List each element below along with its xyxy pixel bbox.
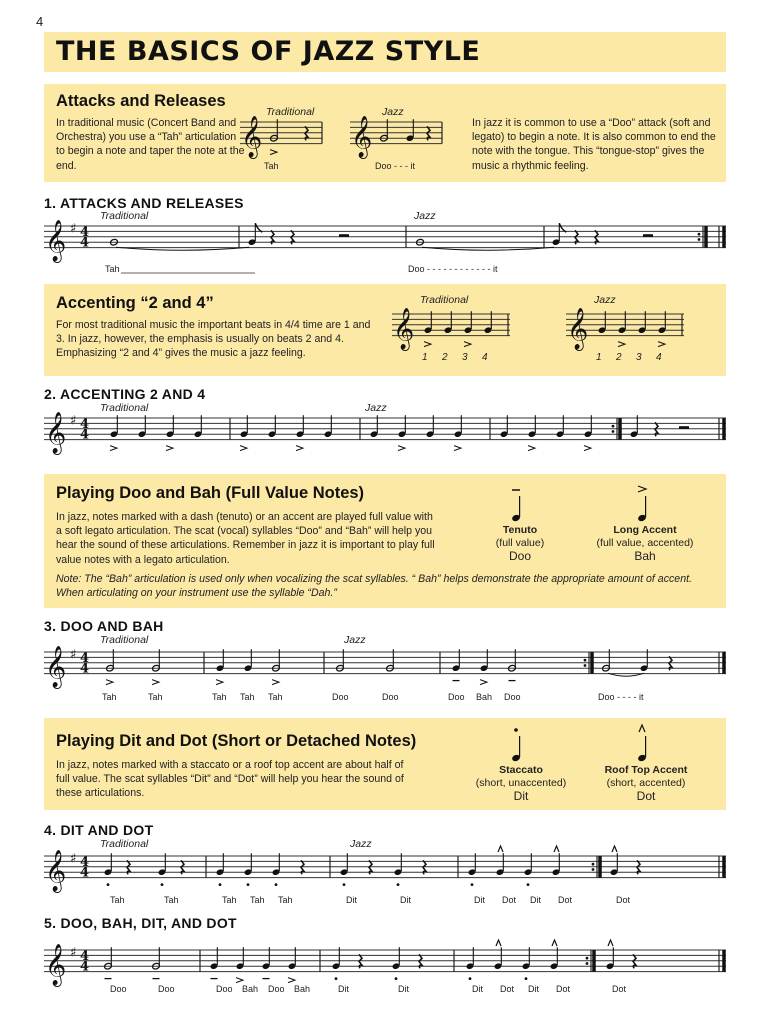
syllable: Doo [448, 692, 465, 702]
note [500, 415, 509, 438]
beat-number: 3 [636, 352, 642, 363]
articulation-desc: (short, unaccented) [475, 777, 567, 789]
roof-top-note-icon [634, 724, 658, 764]
note [216, 853, 225, 886]
syllable: Dot [502, 895, 517, 905]
time-signature: 4 [80, 959, 90, 975]
note [398, 415, 407, 450]
note [262, 947, 271, 978]
tenuto-note-icon [508, 484, 532, 526]
page-number: 4 [36, 14, 44, 29]
note [104, 947, 113, 978]
label-traditional: Traditional [100, 634, 149, 646]
syllable: Doo [216, 984, 233, 994]
box-text: For most traditional music the important beats in 4/4 time are 1 and 3. In jazz, however, the emphasis is usually on beats 2 and 4. Emphasizing “2 and 4” gives the music a jazz feeling. [56, 319, 371, 360]
exercise-4-title: 4. DIT AND DOT [44, 822, 154, 838]
note [452, 649, 461, 680]
note [288, 947, 297, 982]
exercise-5-title: 5. DOO, BAH, DIT, AND DOT [44, 915, 237, 931]
note [484, 311, 493, 334]
note [158, 853, 167, 886]
syllable: Tah [164, 895, 179, 905]
note [106, 649, 115, 684]
articulation-syllable: Dot [636, 789, 656, 803]
note [236, 947, 245, 982]
tie-line [121, 272, 255, 274]
articulation-syllable: Bah [634, 549, 656, 563]
staccato-mark-icon [107, 883, 110, 886]
accent-mark-icon [658, 342, 665, 347]
note [194, 415, 203, 438]
beat-number: 2 [616, 352, 622, 363]
beat-number: 4 [656, 352, 662, 363]
syllable: Dit [530, 895, 541, 905]
note [630, 415, 639, 438]
roof-accent-mark-icon [608, 940, 613, 946]
syllable: Tah [250, 895, 265, 905]
box-heading: Accenting “2 and 4” [56, 294, 214, 312]
syllable: Doo - - - - it [598, 692, 644, 702]
beat-number: 2 [442, 352, 448, 363]
syllable: Bah [294, 984, 311, 994]
treble-clef-icon: 𝄞 [45, 412, 67, 454]
accent-mark-icon [464, 342, 471, 347]
note [444, 311, 453, 334]
accent-mark-icon [480, 680, 487, 685]
accent-mark-icon [638, 486, 646, 492]
note [524, 853, 533, 886]
beat-number: 4 [482, 352, 488, 363]
music-staff [230, 102, 332, 162]
syllable: Tah [102, 692, 117, 702]
treble-clef-icon: 𝄞 [351, 116, 373, 158]
box-heading: Attacks and Releases [56, 92, 226, 110]
long-accent-legend [584, 524, 706, 564]
label-traditional: Traditional [100, 402, 149, 414]
note [244, 649, 253, 672]
box-text: In jazz, notes marked with a dash (tenuto) or an accent are played full value with a soft legato articulation. The scat (vocal) syllables “Doo” and “Bah” will help you hear the sound of these articulations. Remember in jazz it is important to play full value notes with a legato articulation. [56, 511, 435, 566]
tenuto-legend [474, 524, 566, 564]
note [394, 853, 403, 886]
note [598, 311, 607, 334]
note [522, 947, 531, 980]
roof-accent-mark-icon [496, 940, 501, 946]
exercise-1-title: 1. ATTACKS AND RELEASES [44, 195, 244, 211]
music-staff [34, 836, 736, 896]
syllable-tah: Tah [105, 264, 120, 274]
sharp-icon: ♯ [70, 945, 77, 961]
sharp-icon: ♯ [70, 221, 77, 237]
articulation-syllable: Dit [513, 789, 529, 803]
note [110, 415, 119, 450]
note [640, 649, 649, 672]
syllable: Tah [110, 895, 125, 905]
accent-mark-icon [110, 446, 117, 451]
label-jazz: Jazz [414, 210, 436, 222]
exercise-2-title: 2. ACCENTING 2 AND 4 [44, 386, 206, 402]
doo-bah-box [44, 474, 726, 608]
note [638, 311, 647, 334]
staccato-mark-icon [397, 883, 400, 886]
syllable: Bah [476, 692, 493, 702]
time-signature: 4 [80, 854, 90, 870]
syllable: Dot [558, 895, 573, 905]
note [426, 415, 435, 438]
accent-mark-icon [106, 680, 113, 685]
note [618, 311, 627, 346]
staccato-mark-icon [527, 883, 530, 886]
exercise-3-title: 3. DOO AND BAH [44, 618, 164, 634]
syllable: Doo [110, 984, 127, 994]
accent-mark-icon [272, 680, 279, 685]
note [584, 415, 593, 450]
note [244, 853, 253, 886]
syllable: Dit [398, 984, 409, 994]
music-staff [340, 102, 452, 162]
note [466, 947, 475, 980]
staccato-legend [466, 764, 576, 804]
note [480, 649, 489, 684]
half-rest-icon [679, 426, 689, 429]
syllable: Doo [504, 692, 521, 702]
half-rest-icon [339, 234, 349, 237]
articulation-desc: (full value, accented) [596, 537, 694, 549]
note [270, 119, 279, 154]
music-staff [34, 398, 736, 458]
accent-mark-icon [296, 446, 303, 451]
articulation-desc: (full value) [495, 537, 545, 549]
note [324, 415, 333, 438]
syllable: Dot [556, 984, 571, 994]
staccato-mark-icon [525, 977, 528, 980]
sharp-icon: ♯ [70, 851, 77, 867]
syllable: Tah [148, 692, 163, 702]
articulation-desc: (short, accented) [606, 777, 686, 789]
treble-clef-icon: 𝄞 [45, 220, 67, 262]
syllable: Doo [382, 692, 399, 702]
note [406, 119, 415, 142]
label-jazz: Jazz [344, 634, 366, 646]
staccato-mark-icon [343, 883, 346, 886]
syllable: Dot [612, 984, 627, 994]
accent-mark-icon [270, 150, 277, 155]
box-text-left: In traditional music (Concert Band and Orchestra) you use a “Tah” articulation to begin a note and taper the note at the end. [56, 117, 245, 172]
staccato-mark-icon [335, 977, 338, 980]
roof-accent-mark-icon [554, 846, 559, 852]
note [424, 311, 433, 346]
syllable: Dit [346, 895, 357, 905]
treble-clef-icon: 𝄞 [45, 944, 67, 986]
dit-dot-box [44, 718, 726, 810]
syllable-tah: Tah [264, 161, 279, 171]
time-signature: 4 [80, 416, 90, 432]
treble-clef-icon: 𝄞 [393, 308, 415, 350]
label-traditional: Traditional [100, 210, 149, 222]
syllable: Dot [500, 984, 515, 994]
box-heading: Playing Dit and Dot (Short or Detached Notes) [56, 732, 417, 750]
label-traditional: Traditional [420, 294, 469, 306]
staccato-mark-icon [275, 883, 278, 886]
syllable: Dot [616, 895, 631, 905]
note [268, 415, 277, 438]
note [216, 649, 225, 684]
beat-number: 1 [422, 352, 428, 363]
note [138, 415, 147, 438]
time-signature: 4 [80, 865, 90, 881]
accent-mark-icon [288, 978, 295, 983]
accent-mark-icon [584, 446, 591, 451]
syllable: Tah [240, 692, 255, 702]
treble-clef-icon: 𝄞 [45, 646, 67, 688]
syllable: Bah [242, 984, 259, 994]
beat-number: 1 [596, 352, 602, 363]
note [240, 415, 249, 450]
accent-mark-icon [424, 342, 431, 347]
accent-mark-icon [166, 446, 173, 451]
staccato-note-icon [508, 724, 532, 764]
time-signature: 4 [80, 948, 90, 964]
staccato-mark-icon [514, 728, 518, 732]
box-note: Note: The “Bah” articulation is used only when vocalizing the scat syllables. “ Bah” helps demonstrate the appropriate amount of accent. When articulating on your instrument use the syllable “Dah.” [56, 573, 692, 600]
note [454, 415, 463, 450]
page-title: THE BASICS OF JAZZ STYLE [56, 36, 481, 67]
label-jazz: Jazz [350, 838, 372, 850]
note [658, 311, 667, 346]
syllable: Dit [400, 895, 411, 905]
syllable: Doo [268, 984, 285, 994]
roof-accent-mark-icon [498, 846, 503, 852]
syllable-doo: Doo - - - - - - - - - - - - it [408, 264, 498, 274]
title-banner [44, 32, 726, 72]
note [508, 649, 517, 680]
sharp-icon: ♯ [70, 413, 77, 429]
box-heading: Playing Doo and Bah (Full Value Notes) [56, 484, 365, 502]
time-signature: 4 [80, 650, 90, 666]
articulation-name: Tenuto [502, 524, 538, 536]
accent-mark-icon [454, 446, 461, 451]
time-signature: 4 [80, 661, 90, 677]
note [152, 947, 161, 978]
roof-accent-mark-icon [612, 846, 617, 852]
syllable-doo-it: Doo - - - it [375, 161, 416, 171]
syllable: Dit [474, 895, 485, 905]
music-staff [34, 632, 736, 692]
accent-mark-icon [618, 342, 625, 347]
accent-mark-icon [216, 680, 223, 685]
note [556, 415, 565, 438]
accent-mark-icon [236, 978, 243, 983]
half-rest-icon [643, 234, 653, 237]
music-staff [34, 206, 736, 266]
note [210, 947, 219, 978]
treble-clef-icon: 𝄞 [45, 850, 67, 892]
syllable: Dit [338, 984, 349, 994]
note [370, 415, 379, 438]
articulation-name: Staccato [499, 764, 543, 776]
accent-mark-icon [398, 446, 405, 451]
time-signature: 4 [80, 235, 90, 251]
label-jazz: Jazz [365, 402, 387, 414]
note [392, 947, 401, 980]
syllable: Tah [222, 895, 237, 905]
note [152, 649, 161, 684]
box-text-right: In jazz it is common to use a “Doo” attack (soft and legato) to begin a note. It is also common to end the note with the tongue. This “tongue-stop” gives the music a rhythmic feeling. [472, 117, 716, 172]
staccato-mark-icon [161, 883, 164, 886]
syllable: Dit [528, 984, 539, 994]
label-jazz: Jazz [594, 294, 616, 306]
accent-mark-icon [240, 446, 247, 451]
syllable: Doo [332, 692, 349, 702]
treble-clef-icon: 𝄞 [241, 116, 263, 158]
time-signature: 4 [80, 224, 90, 240]
note [528, 415, 537, 450]
note [332, 947, 341, 980]
box-text: In jazz, notes marked with a staccato or a roof top accent are about half of full value. The scat syllables “Dit” and “Dot” will help you hear the sound of these articulations. [56, 759, 404, 800]
beat-number: 3 [462, 352, 468, 363]
staccato-mark-icon [247, 883, 250, 886]
articulation-name: Long Accent [613, 524, 677, 536]
label-jazz: Jazz [382, 106, 404, 118]
label-traditional: Traditional [100, 838, 149, 850]
sharp-icon: ♯ [70, 647, 77, 663]
note [166, 415, 175, 450]
staccato-mark-icon [219, 883, 222, 886]
music-staff [556, 294, 694, 354]
roof-accent-mark-icon [552, 940, 557, 946]
note [104, 853, 113, 886]
accent-note-icon [634, 484, 658, 526]
syllable: Tah [212, 692, 227, 702]
syllable: Tah [278, 895, 293, 905]
music-staff [34, 930, 736, 990]
label-traditional: Traditional [266, 106, 315, 118]
accent-mark-icon [528, 446, 535, 451]
note [272, 649, 281, 684]
note [340, 853, 349, 886]
note [272, 853, 281, 886]
syllable: Dit [472, 984, 483, 994]
staccato-mark-icon [471, 883, 474, 886]
roof-accent-mark-icon [639, 725, 645, 732]
music-staff [382, 294, 520, 354]
syllable: Tah [268, 692, 283, 702]
note [464, 311, 473, 346]
staccato-mark-icon [469, 977, 472, 980]
roof-top-legend [592, 764, 700, 804]
time-signature: 4 [80, 427, 90, 443]
note [296, 415, 305, 450]
syllable: Doo [158, 984, 175, 994]
accent-mark-icon [152, 680, 159, 685]
treble-clef-icon: 𝄞 [567, 308, 589, 350]
articulation-name: Roof Top Accent [604, 764, 688, 776]
staccato-mark-icon [395, 977, 398, 980]
note [468, 853, 477, 886]
articulation-syllable: Doo [508, 549, 531, 563]
